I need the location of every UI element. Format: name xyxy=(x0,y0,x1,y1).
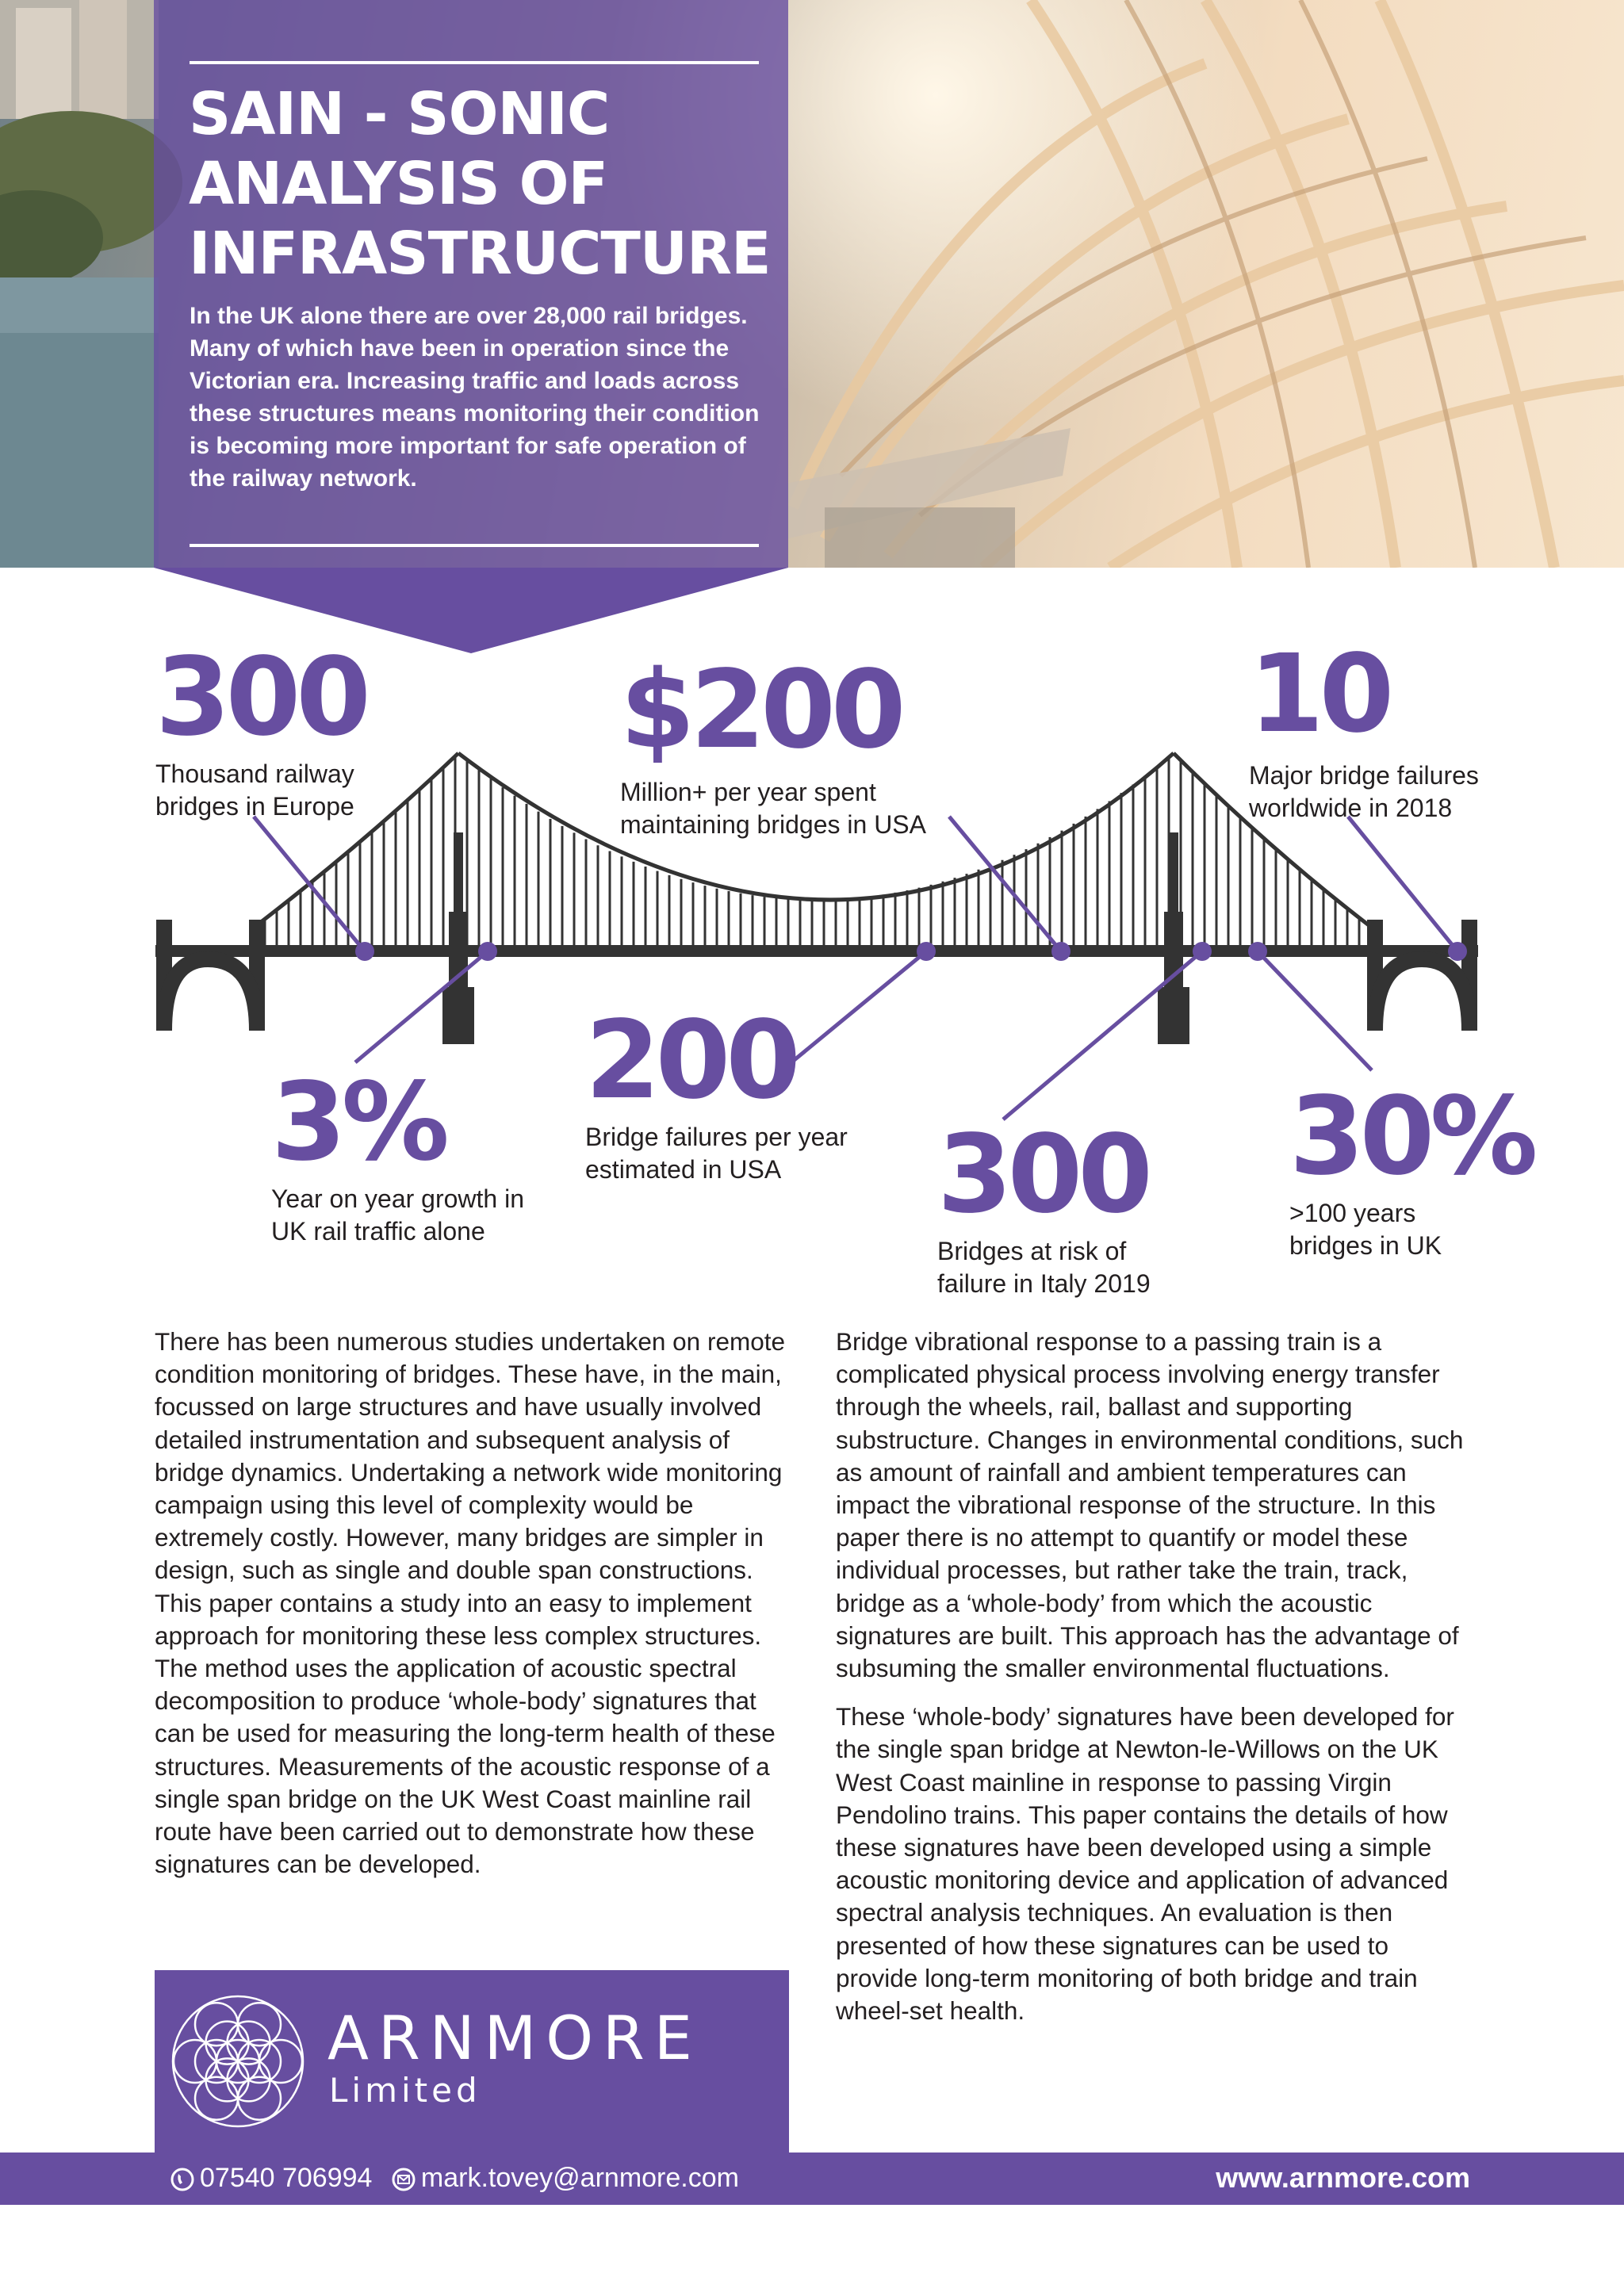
website-link[interactable]: www.arnmore.com xyxy=(1216,2161,1470,2194)
stat-label: Major bridge failures worldwide in 2018 xyxy=(1249,761,1479,822)
phone-number[interactable]: 07540 706994 xyxy=(200,2163,373,2193)
stat-label: Thousand railway bridges in Europe xyxy=(155,760,354,821)
brand-subtitle: Limited xyxy=(329,2071,481,2110)
stat-value: 200 xyxy=(585,998,796,1123)
brand-name: ARNMORE xyxy=(327,2003,702,2073)
phone-icon xyxy=(170,2167,195,2192)
envelope-icon xyxy=(391,2167,416,2192)
body-paragraph: Bridge vibrational response to a passing train is a complicated physical process involving energy transfer through the wheels, rail, ballast and supporting substructure. Changes in environmental conditions, such as amount of rainfall and ambient temperatures can impact the vibrational response of the structure. In this paper there is no attempt to quantify or model these individual processes, but rather take the train, track, bridge as a ‘whole-body’ from which the acoustic signatures are built. This approach has the advantage of subsuming the smaller environmental fluctuations. xyxy=(836,1327,1464,1683)
body-paragraph: There has been numerous studies undertaken on remote condition monitoring of bridges. These have, in the main, focussed on large structures and have usually involved detailed instrumentation and subsequent analysis of bridge dynamics. Undertaking a network wide monitoring campaign using this level of complexity would be extremely costly. However, many bridges are simpler in design, such as single and double span constructions. This paper contains a study into an easy to implement approach for monitoring these less complex structures. The method uses the application of acoustic spectral decomposition to produce ‘whole-body’ signatures that can be used for measuring the long-term health of these structures. Measurements of the acoustic response of a single span bridge on the UK West Coast mainline rail route have been carried out to demonstrate how these signatures can be developed. xyxy=(155,1327,785,1879)
body-column-right xyxy=(836,1326,1470,2043)
stat-bridges-europe xyxy=(155,635,366,823)
stat-value: 10 xyxy=(1249,632,1390,757)
intro-paragraph: In the UK alone there are over 28,000 rail bridges. Many of which have been in operation since the Victorian era. Increasing traffic and loads across these structures means monitoring their condition is becoming more important for safe operation of the railway network. xyxy=(190,303,760,492)
footer-contacts xyxy=(170,2160,739,2195)
flower-of-life-logo-icon xyxy=(170,1994,305,2129)
stat-uk-old-bridges xyxy=(1289,1074,1534,1262)
stat-failures-2018 xyxy=(1249,632,1479,825)
stat-usa-failures xyxy=(585,998,848,1186)
stat-usa-spend xyxy=(620,648,926,841)
bridge-deck xyxy=(155,945,1478,957)
body-paragraph: These ‘whole-body’ signatures have been developed for the single span bridge at Newton-le-Willows on the UK West Coast mainline in response to passing Virgin Pendolino trains. This paper contains the details of how these signatures have been developed using a simple acoustic monitoring device and application of advanced spectral analysis techniques. An evaluation is then presented of how these signatures can be used to provide long-term monitoring of both bridge and train wheel-set health. xyxy=(836,1702,1454,2026)
title-line: ANALYSIS OF xyxy=(189,150,608,218)
stat-label: Bridges at risk of failure in Italy 2019 xyxy=(937,1237,1151,1298)
stat-label: Bridge failures per year estimated in USA xyxy=(585,1123,848,1184)
title-line: SAIN - SONIC xyxy=(189,80,610,148)
brand-logo-block xyxy=(155,1970,789,2152)
stat-value: 300 xyxy=(937,1112,1148,1238)
stat-italy-risk xyxy=(937,1112,1151,1300)
stat-value: 3% xyxy=(271,1060,445,1185)
stat-value: $200 xyxy=(620,648,902,773)
stat-uk-traffic-growth xyxy=(271,1060,525,1248)
email-link[interactable]: mark.tovey@arnmore.com xyxy=(420,2163,739,2193)
footer-bar xyxy=(0,2152,1624,2205)
stat-value: 30% xyxy=(1289,1074,1534,1200)
body-column-left xyxy=(155,1326,801,1896)
title-line: INFRASTRUCTURE xyxy=(189,220,771,288)
stat-value: 300 xyxy=(155,635,366,760)
stat-label: Year on year growth in UK rail traffic alone xyxy=(271,1184,525,1246)
stat-label: Million+ per year spent maintaining bridges in USA xyxy=(620,778,926,839)
stat-label: >100 years bridges in UK xyxy=(1289,1199,1442,1260)
